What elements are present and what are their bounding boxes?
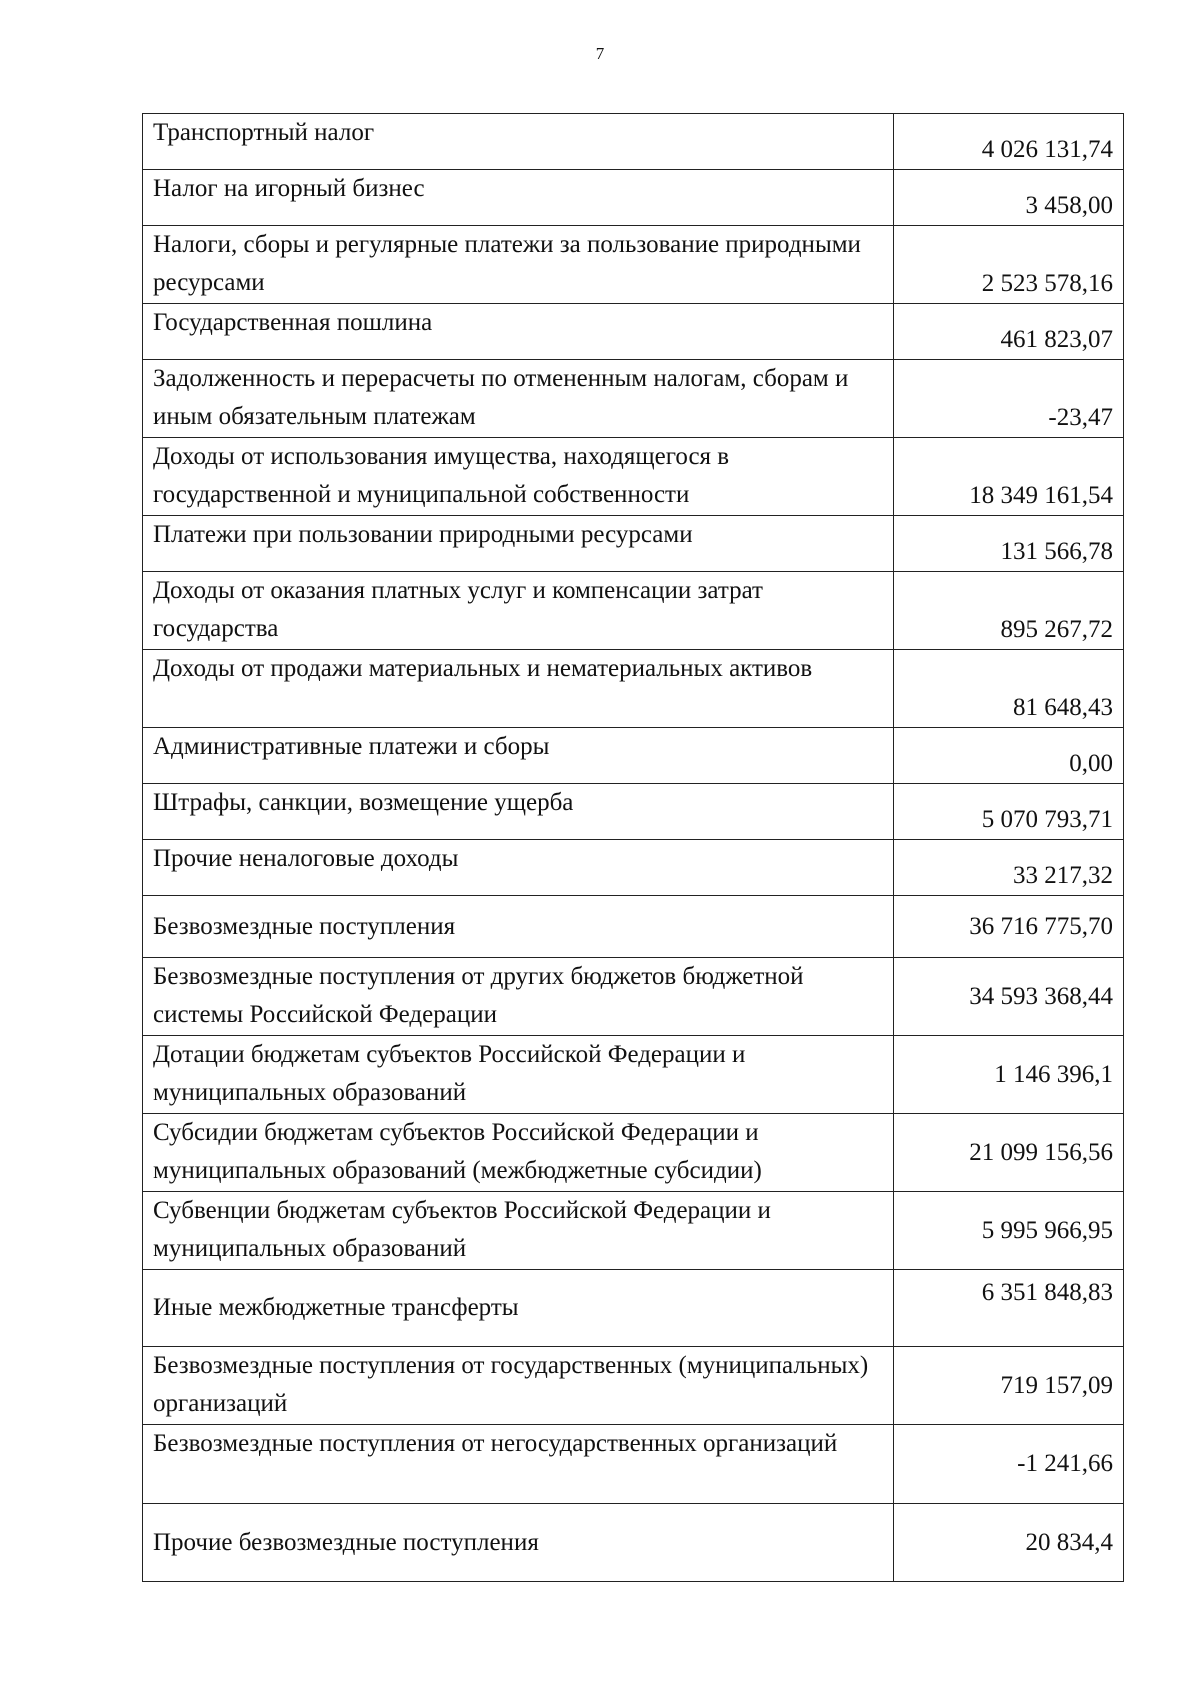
table-row <box>143 226 1124 304</box>
row-name: Доходы от использования имущества, находящегося в государственной и муниципальной собственности <box>143 438 894 516</box>
row-value: 20 834,4 <box>894 1504 1124 1582</box>
row-name: Дотации бюджетам субъектов Российской Федерации и муниципальных образований <box>143 1036 894 1114</box>
row-name: Административные платежи и сборы <box>143 728 894 784</box>
row-value: 18 349 161,54 <box>894 438 1124 516</box>
row-value: 81 648,43 <box>894 650 1124 728</box>
row-name: Иные межбюджетные трансферты <box>143 1270 894 1347</box>
table-row <box>143 438 1124 516</box>
table-row <box>143 170 1124 226</box>
row-value: 0,00 <box>894 728 1124 784</box>
revenue-table <box>142 113 1124 1582</box>
row-value: -23,47 <box>894 360 1124 438</box>
row-value: 3 458,00 <box>894 170 1124 226</box>
row-name: Транспортный налог <box>143 114 894 170</box>
row-value: 21 099 156,56 <box>894 1114 1124 1192</box>
table-row <box>143 840 1124 896</box>
row-name: Безвозмездные поступления от государственных (муниципальных) организаций <box>143 1347 894 1425</box>
row-value: 5 070 793,71 <box>894 784 1124 840</box>
row-value: 461 823,07 <box>894 304 1124 360</box>
row-name: Безвозмездные поступления <box>143 896 894 958</box>
row-value: 1 146 396,1 <box>894 1036 1124 1114</box>
row-value: 6 351 848,83 <box>894 1270 1124 1347</box>
table-row <box>143 1036 1124 1114</box>
row-value: 34 593 368,44 <box>894 958 1124 1036</box>
row-value: -1 241,66 <box>894 1425 1124 1504</box>
table-row <box>143 1425 1124 1504</box>
table-row <box>143 784 1124 840</box>
table-row <box>143 1347 1124 1425</box>
row-value: 4 026 131,74 <box>894 114 1124 170</box>
row-name: Прочие неналоговые доходы <box>143 840 894 896</box>
table-row <box>143 114 1124 170</box>
row-value: 895 267,72 <box>894 572 1124 650</box>
row-name: Прочие безвозмездные поступления <box>143 1504 894 1582</box>
table-row <box>143 958 1124 1036</box>
row-value: 33 217,32 <box>894 840 1124 896</box>
row-name: Безвозмездные поступления от негосударственных организаций <box>143 1425 894 1504</box>
row-name: Субсидии бюджетам субъектов Российской Федерации и муниципальных образований (межбюджетные субсидии) <box>143 1114 894 1192</box>
row-value: 2 523 578,16 <box>894 226 1124 304</box>
row-value: 36 716 775,70 <box>894 896 1124 958</box>
page-number: 7 <box>595 44 605 63</box>
row-value: 719 157,09 <box>894 1347 1124 1425</box>
row-name: Платежи при пользовании природными ресурсами <box>143 516 894 572</box>
table-row <box>143 1504 1124 1582</box>
row-name: Штрафы, санкции, возмещение ущерба <box>143 784 894 840</box>
table-row <box>143 572 1124 650</box>
row-value: 5 995 966,95 <box>894 1192 1124 1270</box>
table-row <box>143 896 1124 958</box>
table-row <box>143 650 1124 728</box>
table-row <box>143 728 1124 784</box>
row-name: Задолженность и перерасчеты по отмененным налогам, сборам и иным обязательным платежам <box>143 360 894 438</box>
table-row <box>143 1114 1124 1192</box>
table-row <box>143 1192 1124 1270</box>
row-name: Доходы от оказания платных услуг и компенсации затрат государства <box>143 572 894 650</box>
row-name: Налог на игорный бизнес <box>143 170 894 226</box>
row-name: Доходы от продажи материальных и нематериальных активов <box>143 650 894 728</box>
table-row <box>143 304 1124 360</box>
row-name: Налоги, сборы и регулярные платежи за пользование природными ресурсами <box>143 226 894 304</box>
table-row <box>143 516 1124 572</box>
row-name: Субвенции бюджетам субъектов Российской Федерации и муниципальных образований <box>143 1192 894 1270</box>
table-row <box>143 1270 1124 1347</box>
row-value: 131 566,78 <box>894 516 1124 572</box>
row-name: Государственная пошлина <box>143 304 894 360</box>
row-name: Безвозмездные поступления от других бюджетов бюджетной системы Российской Федерации <box>143 958 894 1036</box>
table-row <box>143 360 1124 438</box>
